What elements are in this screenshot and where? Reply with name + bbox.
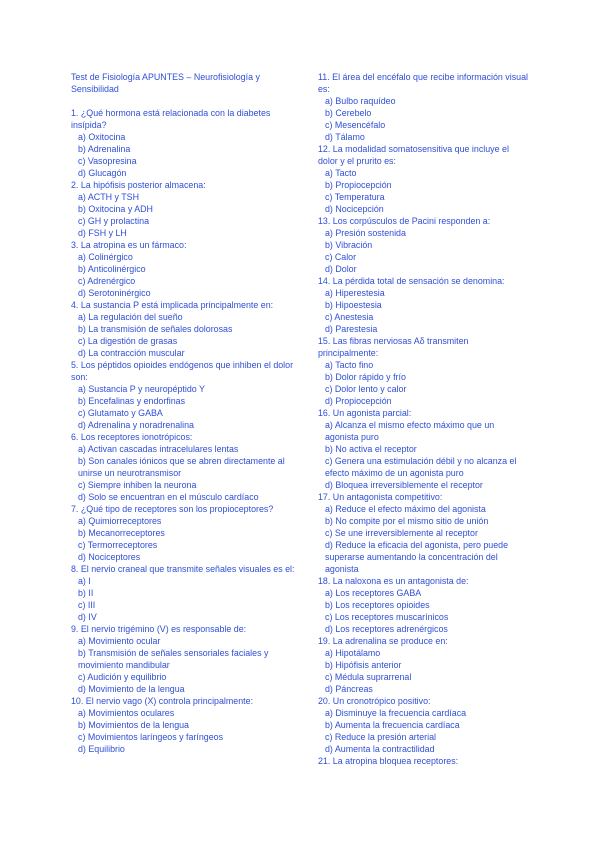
answer-option: b) Aumenta la frecuencia cardíaca [325,720,460,730]
answer-option: d) Tálamo [325,132,365,142]
answer-option: a) I [78,576,91,586]
answer-option: a) Los receptores GABA [325,588,422,598]
answer-option: b) Adrenalina [78,144,131,154]
answer-option: c) Temperatura [325,192,385,202]
left-question-list [71,107,300,755]
question-text: 21. La atropina bloquea receptores: [318,756,459,766]
answer-option: b) La transmisión de señales dolorosas [78,324,233,334]
answer-option: c) Reduce la presión arterial [325,732,436,742]
question-block [71,695,300,755]
question-text: 9. El nervio trigémino (V) es responsable de: [71,624,247,634]
answer-option: b) Son canales iónicos que se abren directamente al unirse un neurotransmisor [78,456,285,478]
answer-option: d) Reduce la eficacia del agonista, pero puede superarse aumentando la concentración del agonista [325,540,509,574]
question-text: 12. La modalidad somatosensitiva que incluye el dolor y el prurito es: [318,144,509,166]
question-block [71,503,300,563]
question-block [318,491,530,575]
answer-option: d) Movimiento de la lengua [78,684,185,694]
question-text: 6. Los receptores ionotrópicos: [71,432,193,442]
question-text: 14. La pérdida total de sensación se denomina: [318,276,505,286]
answer-option: b) Mecanorreceptores [78,528,165,538]
question-block [71,431,300,503]
question-text: 4. La sustancia P está implicada principalmente en: [71,300,274,310]
answer-option: a) Alcanza el mismo efecto máximo que un agonista puro [325,420,495,442]
question-block [71,623,300,695]
answer-option: c) Siempre inhiben la neurona [78,480,197,490]
answer-option: b) II [78,588,94,598]
answer-option: d) Los receptores adrenérgicos [325,624,448,634]
question-block [71,107,300,179]
answer-option: c) Médula suprarrenal [325,672,412,682]
question-block [318,275,530,335]
question-text: 20. Un cronotrópico positivo: [318,696,431,706]
question-text: 11. El área del encéfalo que recibe información visual es: [318,72,529,94]
question-block [318,71,530,143]
answer-option: d) La contracción muscular [78,348,185,358]
answer-option: d) Dolor [325,264,357,274]
answer-option: a) Bulbo raquídeo [325,96,396,106]
question-text: 8. El nervio craneal que transmite señales visuales es el: [71,564,295,574]
answer-option: b) Hipófisis anterior [325,660,402,670]
answer-option: c) La digestión de grasas [78,336,178,346]
answer-option: a) Presión sostenida [325,228,406,238]
question-text: 3. La atropina es un fármaco: [71,240,187,250]
answer-option: c) Audición y equilibrio [78,672,167,682]
answer-option: d) Aumenta la contractilidad [325,744,435,754]
answer-option: c) Adrenérgico [78,276,136,286]
answer-option: d) Solo se encuentran en el músculo cardíaco [78,492,259,502]
question-text: 17. Un antagonista competitivo: [318,492,443,502]
answer-option: b) No activa el receptor [325,444,417,454]
answer-option: c) Termorreceptores [78,540,158,550]
question-block [318,407,530,491]
question-text: 2. La hipófisis posterior almacena: [71,180,206,190]
answer-option: b) Cerebelo [325,108,372,118]
answer-option: d) Páncreas [325,684,373,694]
answer-option: b) Anticolinérgico [78,264,146,274]
answer-option: b) Dolor rápido y frío [325,372,406,382]
question-block [71,359,300,431]
question-block [71,299,300,359]
answer-option: b) Movimientos de la lengua [78,720,189,730]
right-question-list [318,71,530,767]
answer-option: d) Nocicepción [325,204,384,214]
right-column [318,71,530,767]
question-block [318,143,530,215]
answer-option: a) Activan cascadas intracelulares lentas [78,444,239,454]
answer-option: c) Calor [325,252,357,262]
answer-option: b) Transmisión de señales sensoriales faciales y movimiento mandibular [78,648,269,670]
question-block [318,635,530,695]
question-text: 18. La naloxona es un antagonista de: [318,576,469,586]
answer-option: c) Anestesia [325,312,374,322]
answer-option: d) Serotoninérgico [78,288,151,298]
answer-option: a) Movimiento ocular [78,636,161,646]
answer-option: d) Equilibrio [78,744,125,754]
answer-option: a) ACTH y TSH [78,192,139,202]
answer-option: d) Nociceptores [78,552,141,562]
answer-option: d) Glucagón [78,168,127,178]
question-block [318,215,530,275]
question-text: 7. ¿Qué tipo de receptores son los propioceptores? [71,504,274,514]
answer-option: a) Tacto [325,168,357,178]
answer-option: a) Reduce el efecto máximo del agonista [325,504,486,514]
answer-option: c) Los receptores muscarínicos [325,612,449,622]
left-column [71,71,300,755]
question-text: 10. El nervio vago (X) controla principalmente: [71,696,254,706]
answer-option: b) No compite por el mismo sitio de unión [325,516,489,526]
answer-option: d) IV [78,612,97,622]
question-block [71,179,300,239]
document-title: Test de Fisiología APUNTES – Neurofisiología y Sensibilidad [71,72,260,94]
question-block [318,335,530,407]
answer-option: a) Oxitocina [78,132,126,142]
answer-option: c) Vasopresina [78,156,137,166]
question-text: 15. Las fibras nerviosas Aδ transmiten principalmente: [318,336,469,358]
answer-option: c) III [78,600,96,610]
answer-option: c) Dolor lento y calor [325,384,407,394]
answer-option: d) Propiocepción [325,396,392,406]
answer-option: d) Parestesia [325,324,378,334]
question-text: 13. Los corpúsculos de Pacini responden a: [318,216,491,226]
answer-option: d) Adrenalina y noradrenalina [78,420,194,430]
answer-option: c) Mesencéfalo [325,120,386,130]
question-text: 16. Un agonista parcial: [318,408,412,418]
answer-option: c) Se une irreversiblemente al receptor [325,528,478,538]
answer-option: b) Oxitocina y ADH [78,204,153,214]
answer-option: a) Movimientos oculares [78,708,175,718]
answer-option: a) La regulación del sueño [78,312,183,322]
answer-option: c) Genera una estimulación débil y no alcanza el efecto máximo de un agonista puro [325,456,517,478]
question-text: 19. La adrenalina se produce en: [318,636,448,646]
answer-option: c) GH y prolactina [78,216,150,226]
answer-option: a) Tacto fino [325,360,374,370]
answer-option: b) Los receptores opioides [325,600,430,610]
answer-option: a) Quimiorreceptores [78,516,162,526]
answer-option: b) Encefalinas y endorfinas [78,396,186,406]
answer-option: a) Hiperestesia [325,288,385,298]
question-block [318,755,530,767]
answer-option: a) Sustancia P y neuropéptido Y [78,384,205,394]
question-text: 5. Los péptidos opioides endógenos que inhiben el dolor son: [71,360,294,382]
answer-option: a) Disminuye la frecuencia cardíaca [325,708,467,718]
answer-option: a) Hipotálamo [325,648,381,658]
question-block [318,695,530,755]
answer-option: b) Hipoestesia [325,300,382,310]
question-block [71,239,300,299]
answer-option: c) Glutamato y GABA [78,408,163,418]
question-block [318,575,530,635]
answer-option: b) Propiocepción [325,180,392,190]
answer-option: c) Movimientos laríngeos y faríngeos [78,732,224,742]
answer-option: b) Vibración [325,240,373,250]
answer-option: d) Bloquea irreversiblemente el receptor [325,480,483,490]
answer-option: a) Colinérgico [78,252,133,262]
question-text: 1. ¿Qué hormona está relacionada con la diabetes insípida? [71,108,271,130]
answer-option: d) FSH y LH [78,228,127,238]
question-block [71,563,300,623]
